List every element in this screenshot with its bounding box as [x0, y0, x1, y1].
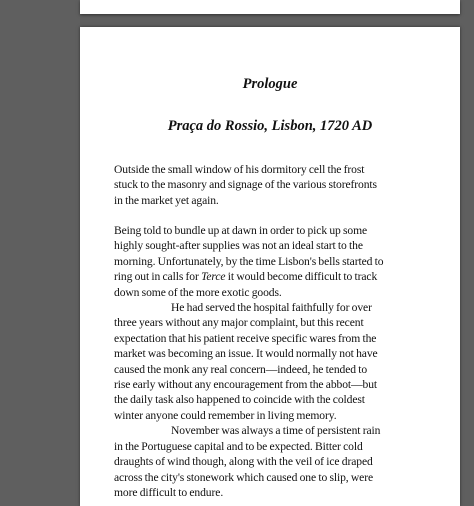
text-line: more difficult to endure.	[114, 485, 224, 499]
text-line: down some of the more exotic goods.	[114, 285, 282, 299]
text-fragment: it would become difficult to track	[225, 270, 378, 284]
text-line: He had served the hospital faithfully for over	[171, 301, 372, 315]
text-line: the daily task also happened to coincide with the coldest	[114, 393, 365, 407]
paragraph-1	[114, 162, 414, 208]
text-line	[114, 269, 414, 284]
text-line: draughts of wind though, along with the veil of ice draped	[114, 455, 373, 469]
text-line: morning. Unfortunately, by the time Lisbon's bells started to	[114, 254, 384, 268]
text-line: market was becoming an issue. It would normally not have	[114, 347, 378, 361]
chapter-heading: Prologue	[242, 76, 298, 92]
text-line: three years without any major complaint, but this recent	[114, 316, 364, 330]
text-line: stuck to the masonry and signage of the various storefronts	[114, 178, 377, 192]
text-fragment: ring out in calls for	[114, 270, 202, 284]
text-line: rise early without any encouragement from the abbot—but	[114, 378, 378, 392]
text-line: Outside the small window of his dormitory cell the frost	[114, 163, 365, 176]
text-line: expectation that his patient receive specific wares from the	[114, 331, 377, 345]
text-line: winter anyone could remember in living memory.	[114, 408, 337, 422]
previous-page-edge	[80, 0, 460, 14]
text-line: highly sought-after supplies was not an ideal start to the	[114, 239, 363, 253]
chapter-subheading: Praça do Rossio, Lisbon, 1720 AD	[167, 118, 373, 134]
text-line: caused the monk any real concern—indeed, he tended to	[114, 362, 368, 376]
text-line: November was always a time of persistent rain	[171, 424, 381, 438]
paragraph-2	[114, 223, 414, 500]
italic-term: Terce	[201, 270, 226, 284]
text-line: in the market yet again.	[114, 193, 219, 207]
text-line: Being told to bundle up at dawn in order to pick up some	[114, 224, 368, 237]
document-page	[80, 27, 460, 506]
text-line: across the city's stonework which caused one to slip, were	[114, 470, 374, 484]
text-line: in the Portuguese capital and to be expected. Bitter cold	[114, 439, 363, 453]
